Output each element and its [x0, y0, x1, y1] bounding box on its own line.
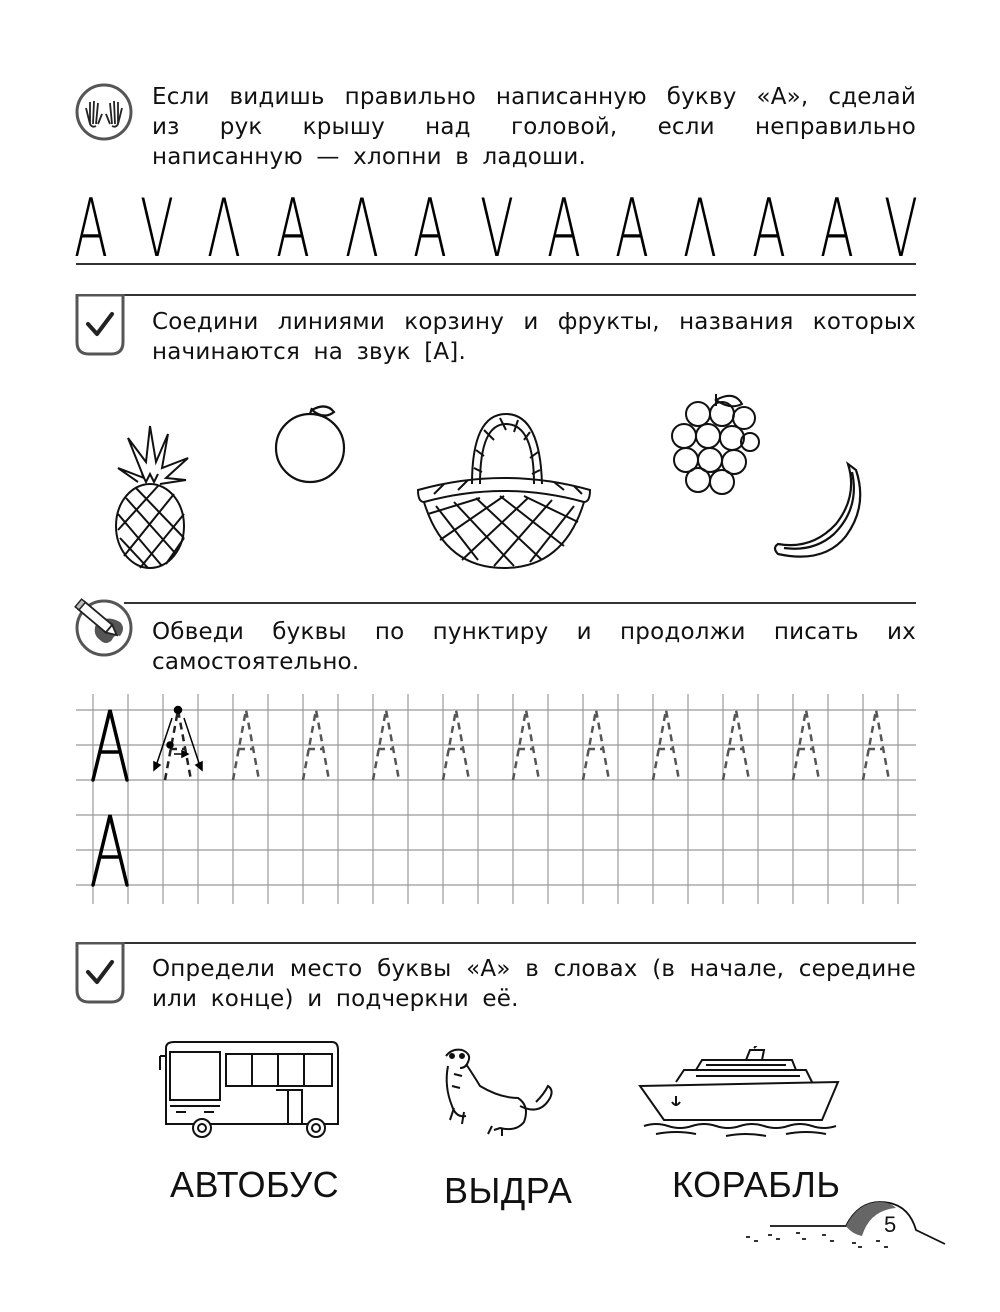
divider — [76, 263, 916, 265]
word-otter: ВЫДРА — [444, 1170, 573, 1211]
ship-picture — [636, 1046, 842, 1142]
checkmark-icon — [74, 942, 126, 1004]
word-bus: АВТОБУС — [170, 1164, 340, 1205]
pencil-palette-icon — [70, 594, 136, 660]
grapes-picture — [668, 392, 760, 496]
basket-picture — [414, 410, 594, 570]
letter-item: Λ — [207, 182, 241, 275]
letter-item: A — [413, 182, 447, 275]
task1-instruction: Если видишь правильно написанную букву «А», сделай из рук крышу над головой, если неправильно написанную — хлопни в ладоши. — [152, 84, 916, 170]
task3-instruction: Обведи буквы по пунктиру и продолжи писать их самостоятельно. — [152, 619, 916, 675]
letter-item: V — [884, 182, 918, 275]
letter-item: Λ — [345, 182, 379, 275]
letter-item: A — [820, 182, 854, 275]
letter-item: A — [752, 182, 786, 275]
checkmark-icon — [74, 294, 126, 356]
orange-picture — [272, 402, 352, 486]
word-ship: КОРАБЛЬ — [672, 1164, 841, 1205]
letter-item: A — [276, 182, 310, 275]
task4-instruction: Определи место буквы «А» в словах (в начале, середине или конце) и подчеркни её. — [152, 956, 916, 1012]
banana-picture — [772, 460, 872, 570]
letter-item: A — [615, 182, 649, 275]
divider — [124, 602, 916, 604]
writing-grid — [76, 694, 916, 904]
letter-item: Λ — [683, 182, 717, 275]
otter-picture — [440, 1046, 560, 1146]
letter-item: A — [74, 182, 108, 275]
pineapple-picture — [104, 418, 196, 572]
bus-picture — [156, 1040, 340, 1140]
letter-item: V — [140, 182, 174, 275]
letter-item: V — [480, 182, 514, 275]
page-number: 5 — [884, 1212, 897, 1237]
letter-row — [0, 0, 1000, 280]
divider — [124, 294, 916, 296]
task2-instruction: Соедини линиями корзину и фрукты, названия которых начинаются на звук [А]. — [152, 309, 916, 365]
divider — [124, 942, 916, 944]
page-corner-decoration — [740, 1196, 950, 1266]
letter-item: A — [547, 182, 581, 275]
